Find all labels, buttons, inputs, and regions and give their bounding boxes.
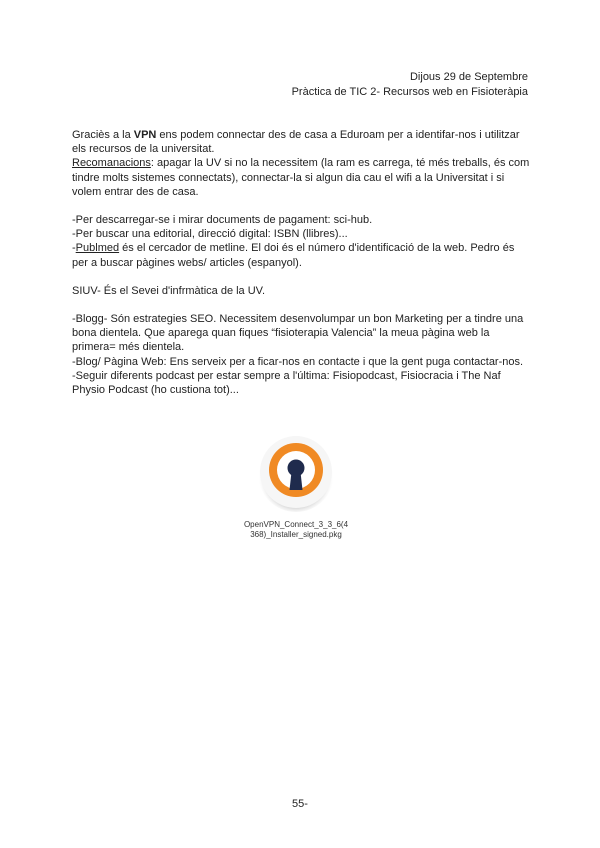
text-span: és el cercador de metline. El doi és el número d'identificació de la web. Pedro és per a buscar pàgines webs/ articles (espanyol). [72,242,515,269]
paragraph-blogg: -Blogg- Són estrategies SEO. Necessitem desenvolumpar un bon Marketing per a tindre una bona dientela. Que aparega quan fiques “fisioterapia Valencia” la meua pàgina web la primera= més dientela. [72,313,524,354]
paragraph-siuv: SIUV- És el Sevei d'infrmàtica de la UV. [72,284,266,297]
text-span: Graciès a la [72,129,134,141]
paragraph-vpn [72,128,532,156]
paragraph-scihub: -Per descarregar-se i mirar documents de pagament: sci-hub. [72,214,373,227]
file-name-line1: OpenVPN_Connect_3_3_6(4 [243,520,349,529]
file-attachment[interactable] [236,432,356,540]
text-span: : apagar la UV si no la necessitem (la ram es carrega, té més treballs, és com tindre molts sistemes connectats), connectar-la si algun dia cau el wifi a la Universitat i si volem entrar des de casa. [72,157,530,198]
paragraph-recommendations [72,156,532,199]
paragraph-blog-web: -Blog/ Pàgina Web: Ens serveix per a ficar-nos en contacte i que la gent puga contactar-nos. [72,355,524,368]
bold-term-vpn: VPN [133,129,157,141]
file-name [236,520,356,540]
file-name-line2: 368)_Installer_signed.pkg [250,530,342,539]
header-subtitle: Pràctica de TIC 2- Recursos web en Fisioteràpia [291,86,528,98]
page-header [292,70,528,100]
text-span: ens podem connectar des de casa a Eduroam per a identifar-nos i utilitzar els recursos de la universitat. [72,129,520,156]
openvpn-icon [256,432,336,512]
pubmed-link[interactable]: Publmed [75,242,120,255]
paragraph-podcast: -Seguir diferents podcast per estar sempre a l'última: Fisiopodcast, Fisiocracia i The Naf Physio Podcast (ho custiona tot)... [72,369,501,397]
text-span: - [72,242,76,255]
page-number: 55- [292,798,308,810]
paragraph-pubmed [72,241,532,269]
document-body [72,128,532,397]
recommendations-label: Recomanacions [72,157,151,170]
header-date: Dijous 29 de Septembre [409,71,528,83]
paragraph-isbn: -Per buscar una editorial, direcció digital: ISBN (llibres)... [72,228,348,241]
